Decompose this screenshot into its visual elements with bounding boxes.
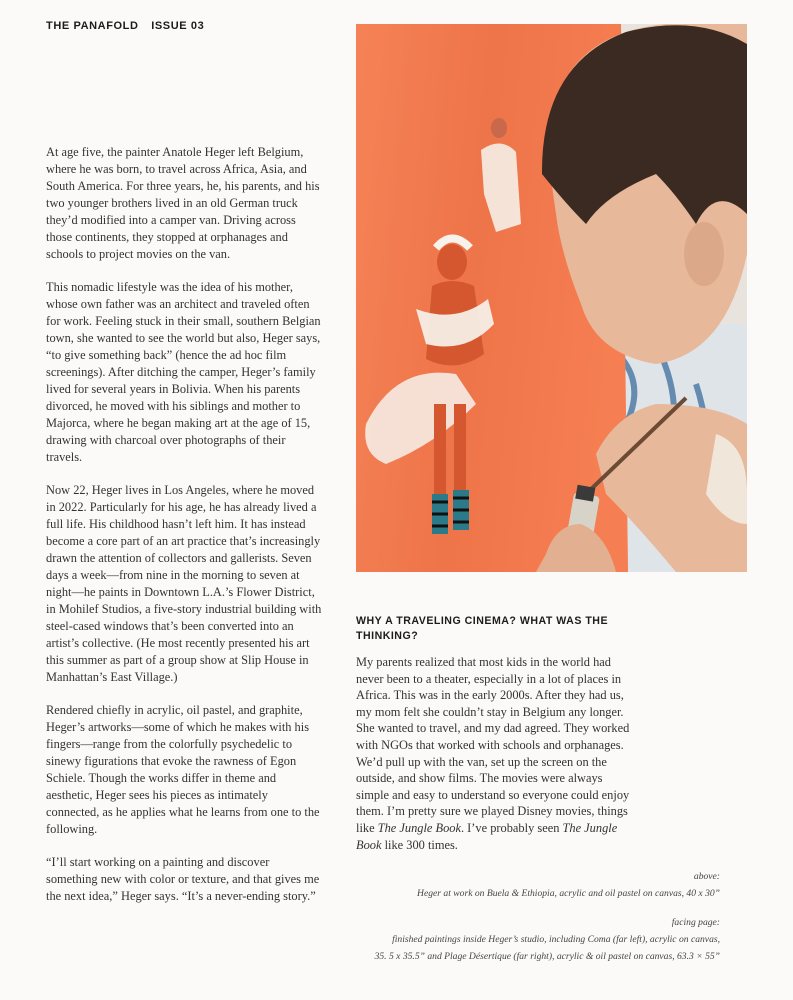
publication-name: THE PANAFOLD: [46, 20, 139, 32]
interview-answer: [356, 654, 632, 853]
caption-facing-line: 35. 5 x 35.5” and Plage Désertique (far right), acrylic & oil pastel on canvas, 63.3 × 55”: [374, 951, 720, 962]
running-header: [46, 20, 204, 32]
article-paragraph: At age five, the painter Anatole Heger left Belgium, where he was born, to travel across Africa, Asia, and South America. For three years, he, his parents, and his two younger brothers lived in an old German truck they’d modified into a camper van. Driving across those continents, they stopped at orphanages and schools to project movies on the van.: [46, 145, 320, 261]
artist-painting-photo: [356, 24, 747, 572]
article-paragraph: Now 22, Heger lives in Los Angeles, where he moved in 2022. Particularly for his age, he has already lived a full life. His childhood hasn’t left him. It has instead become a core part of an art practice that’s increasingly drawn the attention of collectors and gallerists. Seven days a week—from nine in the morning to seven at night—he paints in Downtown L.A.’s Flower District, in Mohilef Studios, a five-story industrial building with steel-cased windows that’s been converted into an artist’s collective. (He most recently presented his art this summer as part of a group show at Slip House in Manhattan’s East Village.): [46, 483, 322, 684]
painted-figure: [437, 244, 467, 280]
film-title: The Jungle Book: [356, 820, 618, 852]
article-body: [46, 144, 322, 921]
answer-text: like 300 times.: [384, 837, 458, 852]
caption-label-facing: facing page:: [671, 917, 720, 928]
issue-number: ISSUE 03: [151, 20, 205, 32]
caption-label-above: above:: [693, 871, 720, 882]
article-paragraph: This nomadic lifestyle was the idea of his mother, whose own father was an architect and traveled often for work. Feeling stuck in their small, southern Belgian town, she wanted to see the world but also, Heger says, “to give something back” (hence the ad hoc film screenings). After ditching the camper, Heger’s family lived for several years in Bolivia. When his parents divorced, he moved with his siblings and mother to Majorca, where he began making art at the age of 15, drawing with charcoal over photographs of their travels.: [46, 280, 321, 464]
answer-text: . I’ve probably seen: [460, 820, 560, 835]
article-paragraph: Rendered chiefly in acrylic, oil pastel, and graphite, Heger’s artworks—some of which he makes with his fingers—range from the colorfully psychedelic to sinewy figurations that evoke the rawness of Egon Schiele. Though the works differ in theme and aesthetic, Heger sees his pieces as intimately connected, as he applies what he learns from one to the following.: [46, 703, 320, 836]
photo-captions: [320, 868, 720, 965]
interview-section: [356, 614, 632, 853]
photo-illustration: [356, 24, 747, 572]
caption-above: Heger at work on Buela & Ethiopia, acrylic and oil pastel on canvas, 40 x 30”: [417, 888, 720, 899]
film-title: The Jungle Book: [377, 820, 461, 835]
caption-facing-line: finished paintings inside Heger’s studio, including Coma (far left), acrylic on canvas,: [392, 934, 720, 945]
interview-question: WHY A TRAVELING CINEMA? WHAT WAS THE THINKING?: [356, 615, 609, 642]
article-paragraph: “I’ll start working on a painting and discover something new with color or texture, and that gives me the next idea,” Heger says. “It’s a never-ending story.”: [46, 855, 320, 903]
answer-text: My parents realized that most kids in the world had never been to a theater, especially in a lot of places in Africa. This was in the early 2000s. After they had us, my mom felt she couldn’t stay in Belgium any longer. She wanted to travel, and my dad agreed. They worked with NGOs that worked with schools and orphanages. We’d pull up with the van, set up the screen on the outside, and show films. The movies were always simple and easy to understand so everyone could enjoy them. I’m pretty sure we played Disney movies, things like: [356, 655, 630, 835]
